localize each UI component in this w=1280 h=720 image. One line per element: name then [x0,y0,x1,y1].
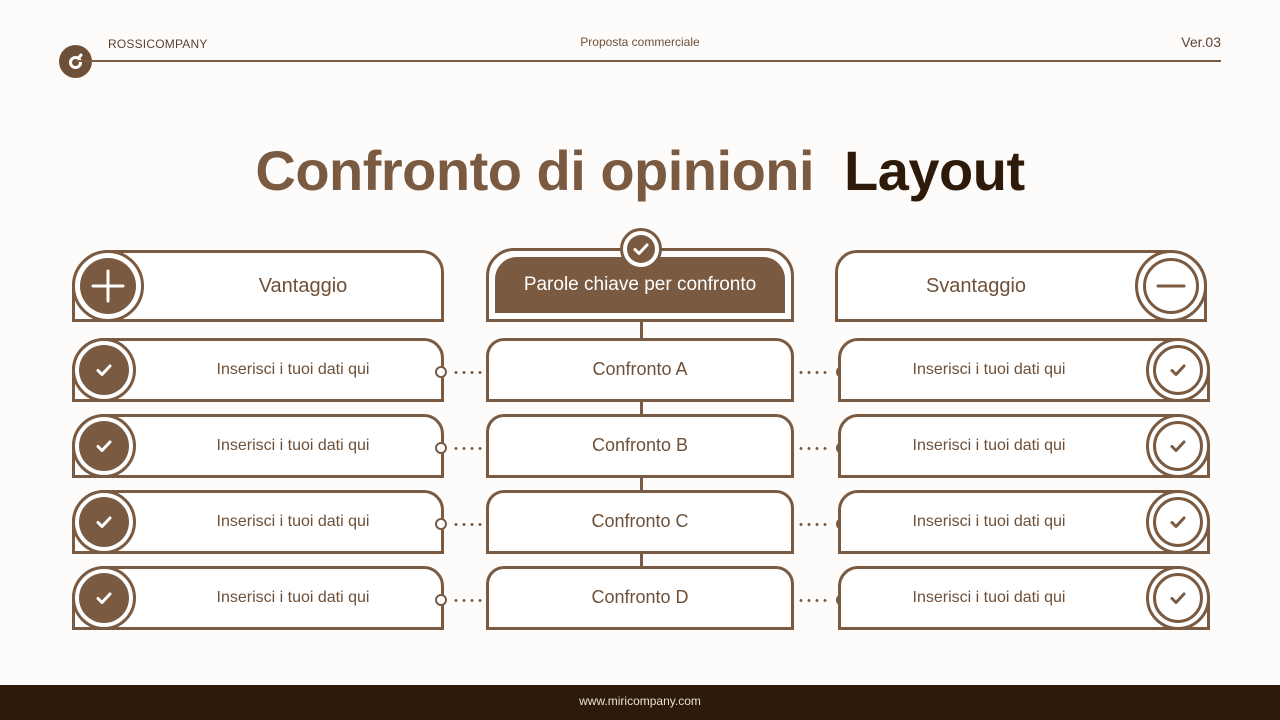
disadvantage-item-text: Inserisci i tuoi dati qui [912,589,1066,606]
disadvantage-item [838,490,1210,554]
advantage-item [72,338,444,402]
page-title [0,138,1280,203]
footer-url[interactable]: www.miricompany.com [579,694,701,708]
dotted-connector [797,599,829,602]
keywords-label: Parole chiave per confronto [495,257,785,313]
connector-node [435,442,447,454]
comparison-item: Confronto B [486,414,794,478]
advantage-item-text: Inserisci i tuoi dati qui [216,437,370,454]
disadvantage-item [838,414,1210,478]
advantage-item [72,490,444,554]
disadvantage-label: Svantaggio [925,275,1027,297]
version-label: Ver.03 [1181,34,1221,50]
dotted-connector [797,523,829,526]
disadvantage-item-text: Inserisci i tuoi dati qui [912,437,1066,454]
check-icon [72,566,136,630]
check-icon [1146,414,1210,478]
check-icon [72,338,136,402]
check-icon [1146,338,1210,402]
advantage-label: Vantaggio [258,275,348,297]
header-divider [75,60,1221,62]
check-icon [1146,566,1210,630]
dotted-connector [452,371,484,374]
disadvantage-item-text: Inserisci i tuoi dati qui [912,361,1066,378]
comparison-item: Confronto A [486,338,794,402]
check-icon [72,414,136,478]
advantage-item [72,566,444,630]
advantage-item [72,414,444,478]
comparison-item: Confronto C [486,490,794,554]
plus-icon [72,250,144,322]
header-subtitle: Proposta commerciale [580,35,700,49]
dotted-connector [452,523,484,526]
dotted-connector [797,447,829,450]
disadvantage-item [838,566,1210,630]
title-main: Confronto di opinioni [255,139,815,202]
advantage-item-text: Inserisci i tuoi dati qui [216,589,370,606]
check-icon [72,490,136,554]
check-icon [620,228,662,270]
footer-bar [0,685,1280,720]
connector-node [435,366,447,378]
disadvantage-item [838,338,1210,402]
disadvantage-item-text: Inserisci i tuoi dati qui [912,513,1066,530]
connector-node [435,594,447,606]
connector-node [435,518,447,530]
title-accent: Layout [844,139,1025,202]
dotted-connector [797,371,829,374]
dotted-connector [452,447,484,450]
advantage-item-text: Inserisci i tuoi dati qui [216,513,370,530]
minus-icon [1135,250,1207,322]
dotted-connector [452,599,484,602]
advantage-item-text: Inserisci i tuoi dati qui [216,361,370,378]
check-icon [1146,490,1210,554]
comparison-item: Confronto D [486,566,794,630]
company-name: ROSSICOMPANY [108,37,208,51]
disadvantage-header [835,250,1207,322]
advantage-header [72,250,444,322]
